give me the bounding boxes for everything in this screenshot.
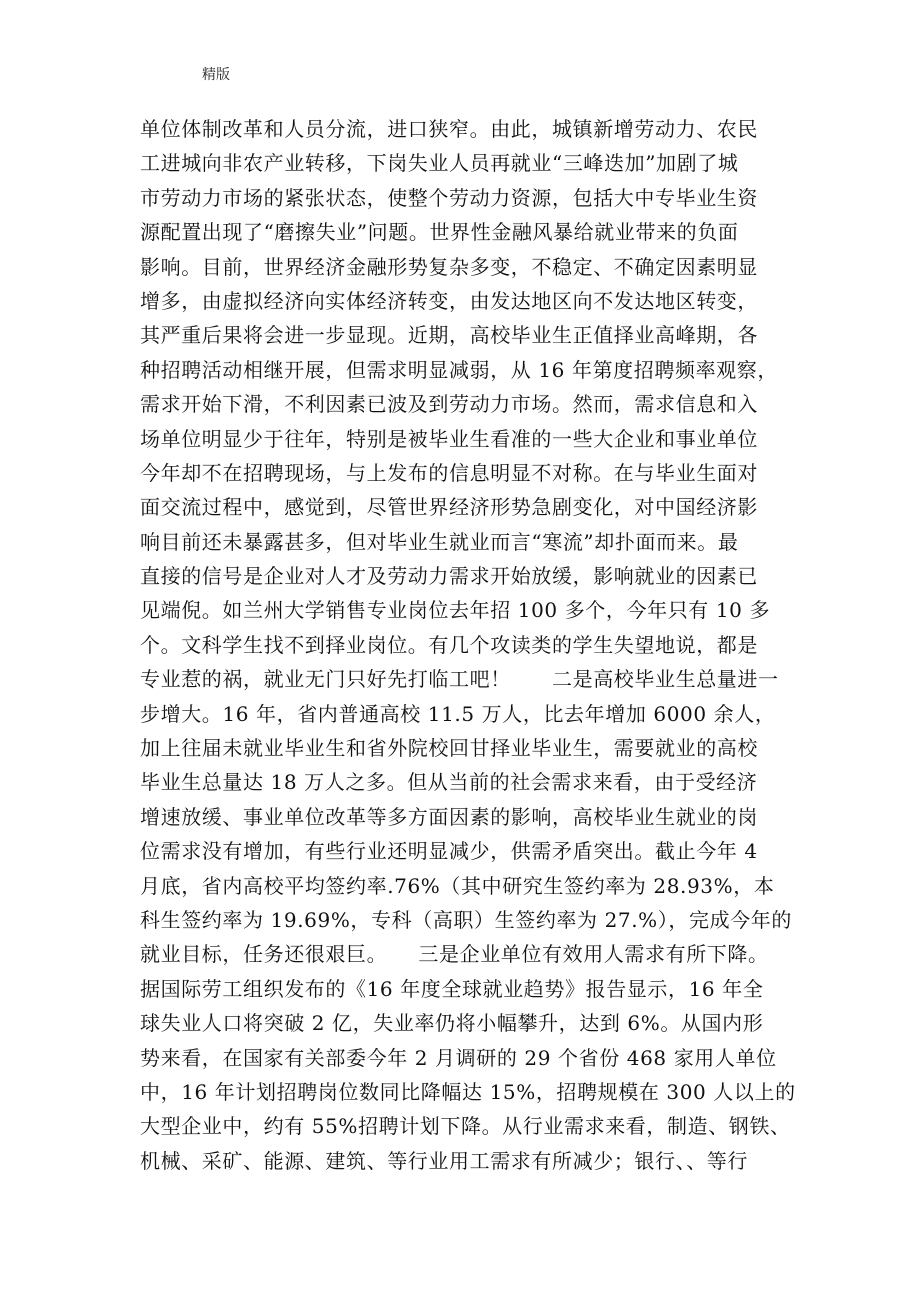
text-line: 据国际劳工组织发布的《16 年度全球就业趋势》报告显示，16 年全 [140,976,764,1001]
body-paragraph [140,112,800,1178]
text-line: 增速放缓、事业单位改革等多方面因素的影响，高校毕业生就业的岗 [140,804,758,829]
text-line: 工进城向非农产业转移，下岗失业人员再就业“三峰迭加”加剧了城 [140,151,739,176]
text-line: 响目前还未暴露甚多，但对毕业生就业而言“寒流”却扑面而来。最 [140,529,739,554]
text-line: 机械、采矿、能源、建筑、等行业用工需求有所减少；银行、、等行 [140,1148,748,1173]
text-line: 位需求没有增加，有些行业还明显减少，供需矛盾突出。截止今年 4 [140,839,758,864]
text-line: 面交流过程中，感觉到，尽管世界经济形势急剧变化，对中国经济影 [140,495,758,520]
text-line: 直接的信号是企业对人才及劳动力需求开始放缓，影响就业的因素已 [140,564,758,589]
text-line: 其严重后果将会进一步显现。近期，高校毕业生正值择业高峰期，各 [140,323,758,348]
text-line: 需求开始下滑，不利因素已波及到劳动力市场。然而，需求信息和入 [140,392,758,417]
text-line: 毕业生总量达 18 万人之多。但从当前的社会需求来看，由于受经济 [140,770,758,795]
text-line: 加上往届未就业毕业生和省外院校回甘择业毕业生，需要就业的高校 [140,736,758,761]
text-line: 种招聘活动相继开展，但需求明显减弱，从 16 年第度招聘频率观察， [140,357,778,382]
text-line: 球失业人口将突破 2 亿，失业率仍将小幅攀升，达到 6%。从国内形 [140,1011,764,1036]
text-line: 今年却不在招聘现场，与上发布的信息明显不对称。在与毕业生面对 [140,460,758,485]
text-line: 单位体制改革和人员分流，进口狭窄。由此，城镇新增劳动力、农民 [140,117,758,141]
text-line: 就业目标，任务还很艰巨。 三是企业单位有效用人需求有所下降。 [140,942,769,967]
text-line: 步增大。16 年，省内普通高校 11.5 万人，比去年增加 6000 余人， [140,701,776,726]
text-line: 场单位明显少于往年，特别是被毕业生看准的一些大企业和事业单位 [140,426,758,451]
text-line: 势来看，在国家有关部委今年 2 月调研的 29 个省份 468 家用人单位 [140,1045,777,1070]
text-line: 个。文科学生找不到择业岗位。有几个攻读类的学生失望地说，都是 [140,632,758,657]
text-line: 月底，省内高校平均签约率.76%（其中研究生签约率为 28.93%，本 [140,873,775,898]
text-line: 科生签约率为 19.69%，专科（高职）生签约率为 27.%），完成今年的 [140,907,792,932]
text-line: 专业惹的祸，就业无门只好先打临工吧！ 二是高校毕业生总量进一 [140,667,779,692]
text-line: 大型企业中，约有 55%招聘计划下降。从行业需求来看，制造、钢铁、 [140,1114,791,1139]
text-line: 影响。目前，世界经济金融形势复杂多变，不稳定、不确定因素明显 [140,254,758,279]
text-line: 见端倪。如兰州大学销售专业岗位去年招 100 多个，今年只有 10 多 [140,598,771,623]
text-line: 中，16 年计划招聘岗位数同比降幅达 15%，招聘规模在 300 人以上的 [140,1079,796,1104]
text-line: 源配置出现了“磨擦失业”问题。世界性金融风暴给就业带来的负面 [140,220,739,245]
text-line: 增多，由虚拟经济向实体经济转变，由发达地区向不发达地区转变， [140,288,758,313]
text-line: 市劳动力市场的紧张状态，使整个劳动力资源，包括大中专毕业生资 [140,185,758,210]
header-watermark-label: 精版 [202,67,230,83]
